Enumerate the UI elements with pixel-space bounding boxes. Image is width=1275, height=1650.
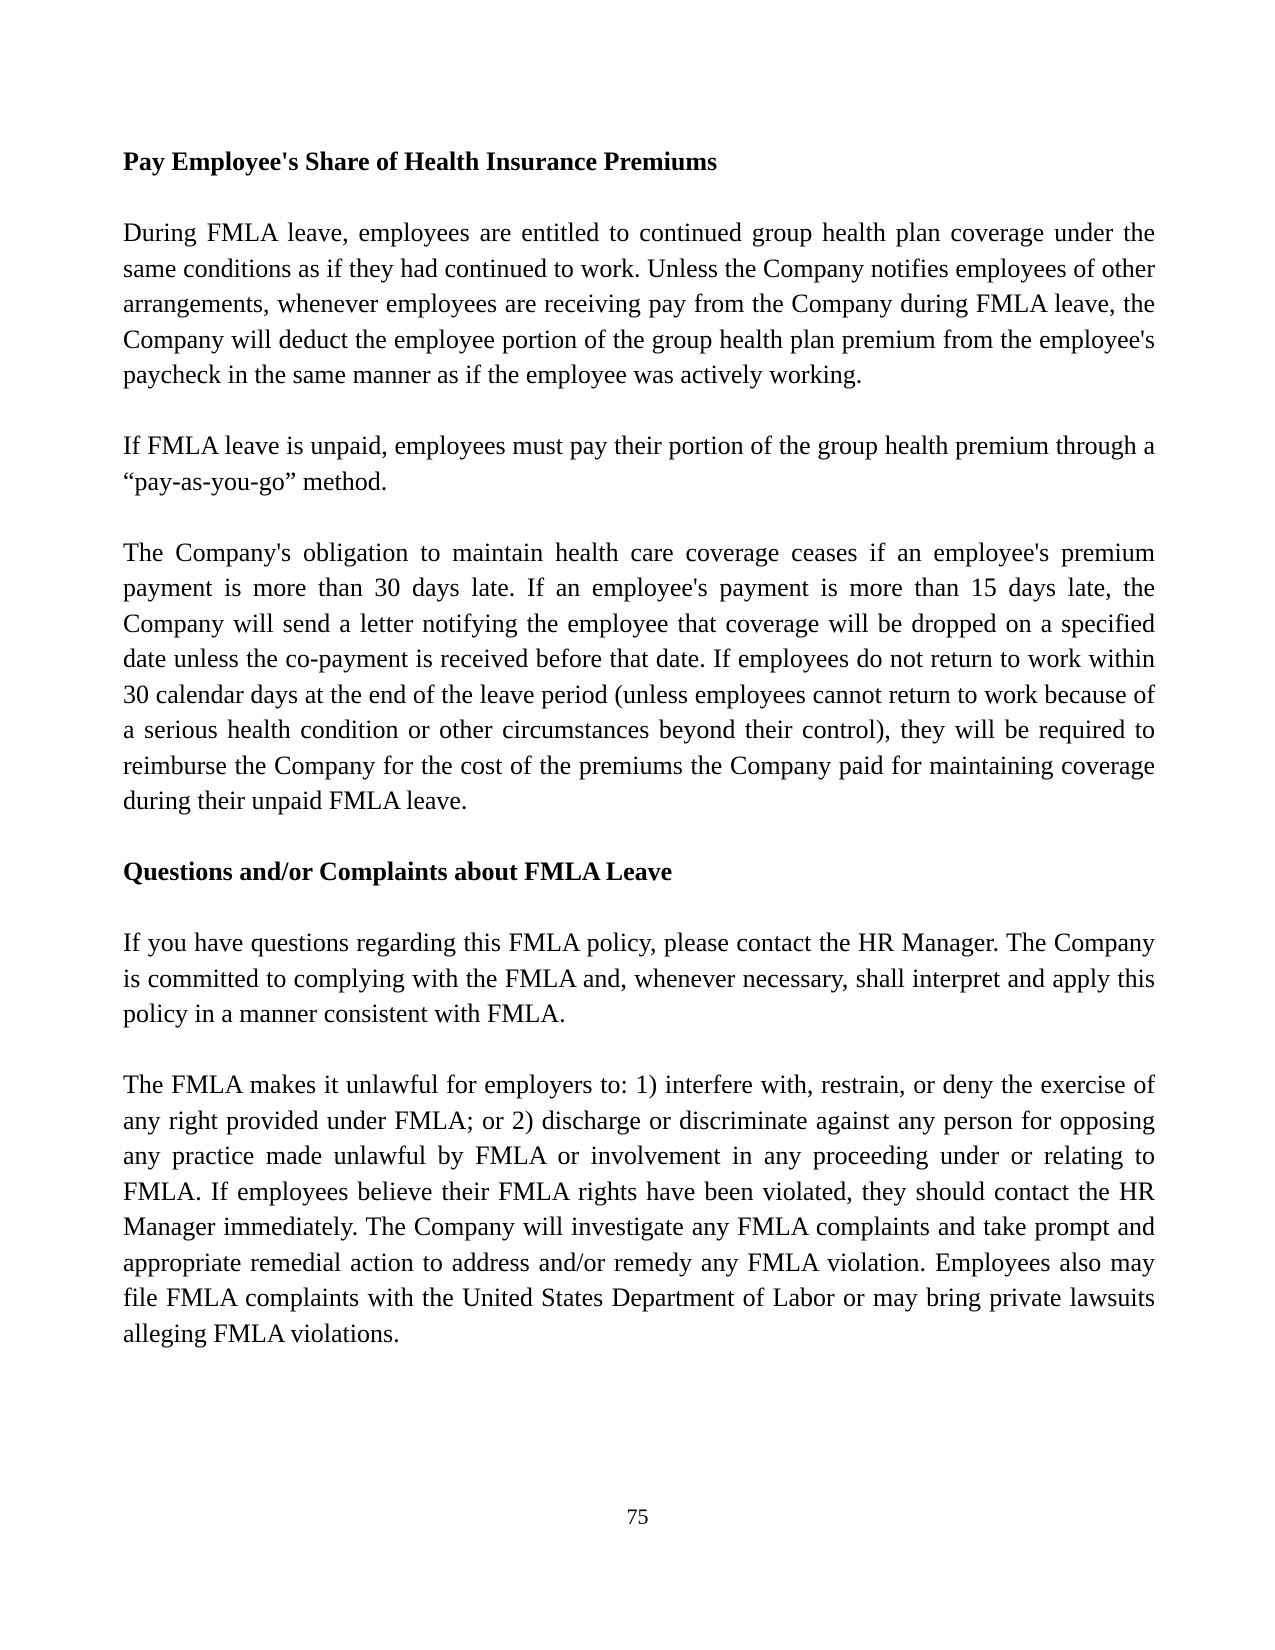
paragraph-group-health-coverage: During FMLA leave, employees are entitled to continued group health plan coverage under the same conditions as if they had continued to work. Unless the Company notifies employees of other arrangements, whenever employees are receiving pay from the Company during FMLA leave, the Company will deduct the employee portion of the group health plan premium from the employee's paycheck in the same manner as if the employee was actively working. bbox=[123, 218, 1155, 389]
heading-questions-complaints: Questions and/or Complaints about FMLA Leave bbox=[123, 857, 673, 886]
paragraph-coverage-cessation: The Company's obligation to maintain health care coverage ceases if an employee's premium payment is more than 30 days late. If an employee's payment is more than 15 days late, the Company will send a letter notifying the employee that coverage will be dropped on a specified date unless the co-payment is received before that date. If employees do not return to work within 30 calendar days at the end of the leave period (unless employees cannot return to work because of a serious health condition or other circumstances beyond their control), they will be required to reimburse the Company for the cost of the premiums the Company paid for maintaining coverage during their unpaid FMLA leave. bbox=[123, 537, 1155, 815]
heading-pay-employees-share: Pay Employee's Share of Health Insurance Premiums bbox=[123, 147, 718, 176]
paragraph-contact-hr-manager: If you have questions regarding this FMLA policy, please contact the HR Manager. The Company is committed to complying with the FMLA and, whenever necessary, shall interpret and apply this policy in a manner consistent with FMLA. bbox=[123, 928, 1155, 1028]
page-number: 75 bbox=[626, 1504, 649, 1529]
paragraph-unpaid-leave-payment: If FMLA leave is unpaid, employees must pay their portion of the group health premium through a “pay-as-you-go” method. bbox=[123, 431, 1155, 496]
paragraph-fmla-unlawful-acts: The FMLA makes it unlawful for employers to: 1) interfere with, restrain, or deny the exercise of any right provided under FMLA; or 2) discharge or discriminate against any person for opposing any practice made unlawful by FMLA or involvement in any proceeding under or relating to FMLA. If employees believe their FMLA rights have been violated, they should contact the HR Manager immediately. The Company will investigate any FMLA complaints and take prompt and appropriate remedial action to address and/or remedy any FMLA violation. Employees also may file FMLA complaints with the United States Department of Labor or may bring private lawsuits alleging FMLA violations. bbox=[123, 1070, 1155, 1348]
